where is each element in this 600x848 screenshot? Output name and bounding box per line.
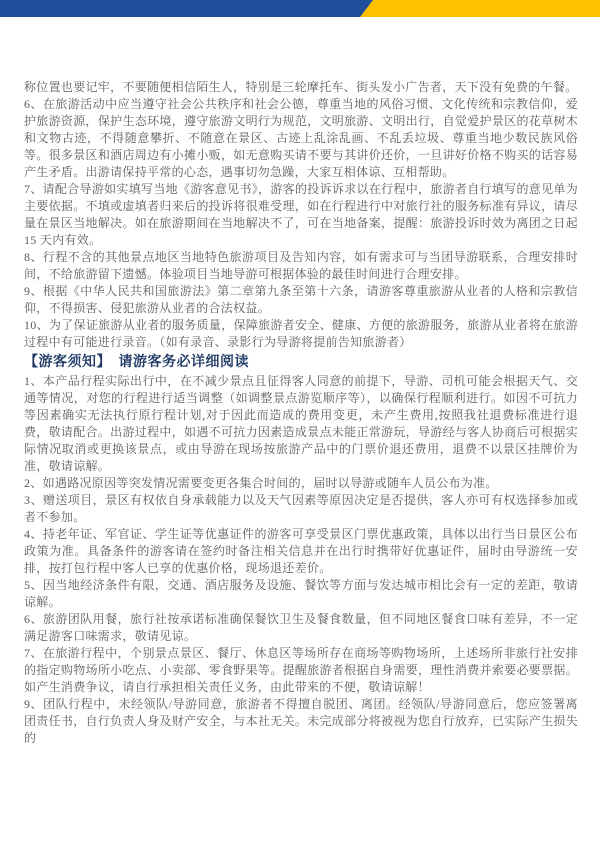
general-note-9: 9、根据《中华人民共和国旅游法》第二章第九条至第十六条，请游客尊重旅游从业者的人格和宗教信仰，不得损害、侵犯旅游从业者的合法权益。 (24, 284, 578, 315)
page-top-accent-bar (0, 0, 600, 17)
general-note-8: 8、行程不含的其他景点地区当地特色旅游项目及告知内容，如有需求可与当团导游联系，合理安排时间，不给旅游留下遗憾。体验项目当地导游可根据体验的最佳时间进行合理安排。 (24, 250, 578, 281)
notice-item-7: 7、在旅游行程中，个别景点景区、餐厅、休息区等场所存在商场等购物场所，上述场所非旅行社安排的指定购物场所小吃点、小卖部、零食野果等。提醒旅游者根据自身需要，理性消费并索要必要票据。如产生消费争议，请自行承担相关责任义务，由此带来的不便，敬请谅解！ (24, 646, 578, 694)
notice-section-heading: 【游客须知】 请游客务必详细阅读 (24, 355, 249, 370)
paragraph-continuation: 称位置也要记牢，不要随便相信陌生人，特别是三轮摩托车、街头发小广告者，天下没有免费的午餐。 (24, 80, 578, 94)
document-body (24, 79, 578, 747)
notice-item-5: 5、因当地经济条件有限，交通、酒店服务及设施、餐饮等方面与发达城市相比会有一定的差距，敬请谅解。 (24, 578, 578, 609)
notice-item-4: 4、持老年证、军官证、学生证等优惠证件的游客可享受景区门票优惠政策，具体以出行当日景区公布政策为准。具备条件的游客请在签约时备注相关信息并在出行时携带好优惠证件，届时由导游统一安排，按打包行程中客人已享的优惠价格，现场退还差价。 (24, 527, 578, 575)
notice-item-2: 2、如遇路况原因等突发情况需要变更各集合时间的，届时以导游或随车人员公布为准。 (24, 476, 498, 490)
notice-item-6: 6、旅游团队用餐，旅行社按承诺标准确保餐饮卫生及餐食数量，但不同地区餐食口味有差异，不一定满足游客口味需求，敬请见谅。 (24, 612, 578, 643)
general-note-6: 6、在旅游活动中应当遵守社会公共秩序和社会公德，尊重当地的风俗习惯、文化传统和宗教信仰，爱护旅游资源，保护生态环境，遵守旅游文明行为规范，文明旅游、文明出行，自觉爱护景区的花草树木和文物古迹，不得随意攀折、不随意在景区、古迹上乱涂乱画、不乱丢垃圾、尊重当地少数民族风俗等。很多景区和酒店周边有小摊小贩，如无意购买请不要与其讲价还价，一旦讲好价格不购买的话容易产生矛盾。出游请保持平常的心态，遇事切勿急躁，大家互相体谅、互相帮助。 (24, 97, 578, 179)
notice-item-3: 3、赠送项目，景区有权依自身承载能力以及天气因素等原因决定是否提供，客人亦可有权选择参加或者不参加。 (24, 493, 578, 524)
notice-item-9: 9、团队行程中，未经领队/导游同意，旅游者不得擅自脱团、离团。经领队/导游同意后，您应签署离团责任书，自行负责人身及财产安全，与本社无关。未完成部分将被视为您自行放弃，已实际产生损失的 (24, 697, 578, 745)
top-accent-bar-yellow-segment (360, 0, 600, 17)
general-note-7: 7、请配合导游如实填写当地《游客意见书》，游客的投诉诉求以在行程中，旅游者自行填写的意见单为主要依据。不填或虚填者归来后的投诉将很难受理，如在行程进行中对旅行社的服务标准有异议，请尽量在景区当地解决。如在旅游期间在当地解决不了，可在当地备案，提醒：旅游投诉时效为离团之日起 15 天内有效。 (24, 182, 578, 247)
general-note-10: 10、为了保证旅游从业者的服务质量，保障旅游者安全、健康、方便的旅游服务，旅游从业者将在旅游过程中有可能进行录音。（如有录音、录影行为导游将提前告知旅游者） (24, 318, 578, 349)
notice-item-1: 1、本产品行程实际出行中，在不减少景点且征得客人同意的前提下，导游、司机可能会根据天气、交通等情况，对您的行程进行适当调整（如调整景点游览顺序等），以确保行程顺利进行。如因不可抗力等因素确实无法执行原行程计划,对于因此而造成的费用变更，未产生费用,按照我社退费标准进行退费，敬请配合。出游过程中，如遇不可抗力因素造成景点未能正常游玩，导游经与客人协商后可根据实际情况取消或更换该景点，或由导游在现场按旅游产品中的门票价退还费用，退费不以景区挂牌价为准，敬请谅解。 (24, 374, 578, 473)
